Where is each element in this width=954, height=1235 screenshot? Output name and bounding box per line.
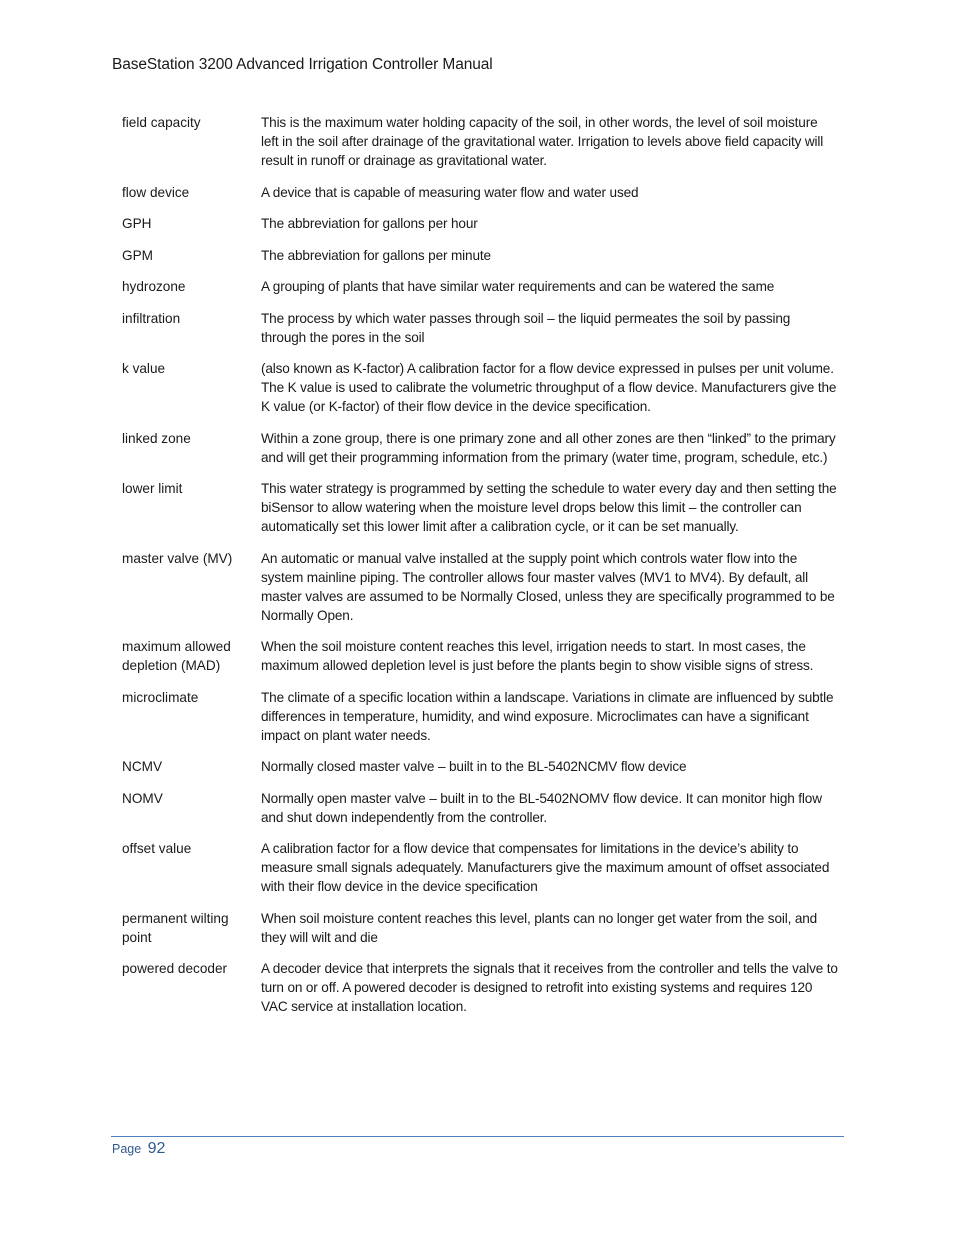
glossary-entry	[122, 839, 838, 896]
glossary-definition: A device that is capable of measuring water flow and water used	[261, 184, 639, 200]
document-header: BaseStation 3200 Advanced Irrigation Controller Manual	[112, 56, 493, 73]
glossary-term: infiltration	[122, 310, 181, 326]
glossary-definition: (also known as K-factor) A calibration factor for a flow device expressed in pulses per unit volume. The K value is used to calibrate the volumetric throughput of a flow device. Manufacturers give the K value (or K-factor) of their flow device in the device specification.	[261, 361, 837, 414]
glossary-definition: A grouping of plants that have similar water requirements and can be watered the same	[261, 279, 775, 294]
glossary-entry	[122, 277, 838, 296]
glossary-entry	[122, 309, 838, 347]
glossary-entry	[122, 479, 838, 536]
glossary-definition: The process by which water passes through soil – the liquid permeates the soil by passing through the pores in the soil	[261, 310, 791, 345]
glossary-entry	[122, 359, 838, 416]
page-footer	[112, 1140, 165, 1158]
glossary-definition: The climate of a specific location within a landscape. Variations in climate are influenced by subtle differences in temperature, humidity, and wind exposure. Microclimates can have a significant impact on plant water needs.	[261, 689, 834, 743]
glossary-definition: A calibration factor for a flow device that compensates for limitations in the device’s ability to measure small signals adequately. Manufacturers give the maximum amount of offset associated with their flow device in the device specification	[261, 841, 830, 894]
page-label: Page	[112, 1142, 142, 1156]
glossary-definition: The abbreviation for gallons per hour	[261, 216, 478, 231]
glossary-term: maximum allowed depletion (MAD)	[122, 639, 231, 673]
glossary-definition: This is the maximum water holding capacity of the soil, in other words, the level of soil moisture left in the soil after drainage of the gravitational water. Irrigation to levels above field capacity will result in runoff or drainage as gravitational water.	[261, 115, 824, 168]
glossary-entry	[122, 789, 838, 827]
glossary-term: GPH	[122, 216, 152, 231]
glossary-entry	[122, 909, 838, 947]
glossary-term: master valve (MV)	[122, 550, 233, 566]
glossary-term: linked zone	[122, 430, 191, 446]
glossary-term: permanent wilting point	[122, 910, 229, 945]
glossary-term: GPM	[122, 247, 153, 263]
glossary-entry	[122, 183, 838, 202]
glossary-definition: This water strategy is programmed by setting the schedule to water every day and then setting the biSensor to allow watering when the moisture level drops below this limit – the controller can automatically set this lower limit after a calibration cycle, or it can be set manually.	[261, 481, 837, 534]
glossary-term: lower limit	[122, 481, 183, 496]
glossary-entry	[122, 429, 838, 467]
glossary-term: k value	[122, 361, 166, 376]
glossary-entry	[122, 757, 838, 776]
glossary-definition: When the soil moisture content reaches this level, irrigation needs to start. In most cases, the maximum allowed depletion level is just before the plants begin to show visible signs of stress.	[261, 639, 814, 673]
glossary-definition: When soil moisture content reaches this level, plants can no longer get water from the soil, and they will wilt and die	[261, 910, 818, 945]
glossary-definition: Within a zone group, there is one primary zone and all other zones are then “linked” to the primary and will get their programming information from the primary (water time, program, schedule, etc.)	[261, 430, 836, 465]
page-number: 92	[147, 1140, 166, 1157]
glossary-entry	[122, 113, 838, 170]
glossary-definition: Normally closed master valve – built in to the BL-5402NCMV flow device	[261, 759, 687, 774]
glossary-entry	[122, 637, 838, 675]
glossary-term: microclimate	[122, 689, 199, 705]
glossary-definition: A decoder device that interprets the signals that it receives from the controller and tells the valve to turn on or off. A powered decoder is designed to retrofit into existing systems and requires 120 VAC service at installation location.	[261, 961, 838, 1014]
glossary-definition: The abbreviation for gallons per minute	[261, 247, 491, 263]
glossary-term: offset value	[122, 841, 192, 856]
glossary-entry	[122, 549, 838, 625]
glossary-term: flow device	[122, 184, 190, 200]
glossary-definition: An automatic or manual valve installed at the supply point which controls water flow into the system mainline piping. The controller allows four master valves (MV1 to MV4). By default, all master valves are assumed to be Normally Closed, unless they are specifically programmed to be Normally Open.	[261, 550, 835, 623]
glossary-term: powered decoder	[122, 961, 228, 976]
glossary-entry	[122, 246, 838, 265]
glossary-entry	[122, 959, 838, 1016]
glossary-term: NCMV	[122, 759, 163, 774]
glossary-entry	[122, 688, 838, 745]
footer-divider	[111, 1136, 844, 1137]
glossary-list	[122, 113, 838, 1029]
glossary-entry	[122, 214, 838, 233]
glossary-definition: Normally open master valve – built in to the BL-5402NOMV flow device. It can monitor high flow and shut down independently from the controller.	[261, 790, 822, 825]
glossary-term: field capacity	[122, 115, 201, 130]
glossary-term: hydrozone	[122, 279, 186, 294]
glossary-term: NOMV	[122, 790, 163, 806]
